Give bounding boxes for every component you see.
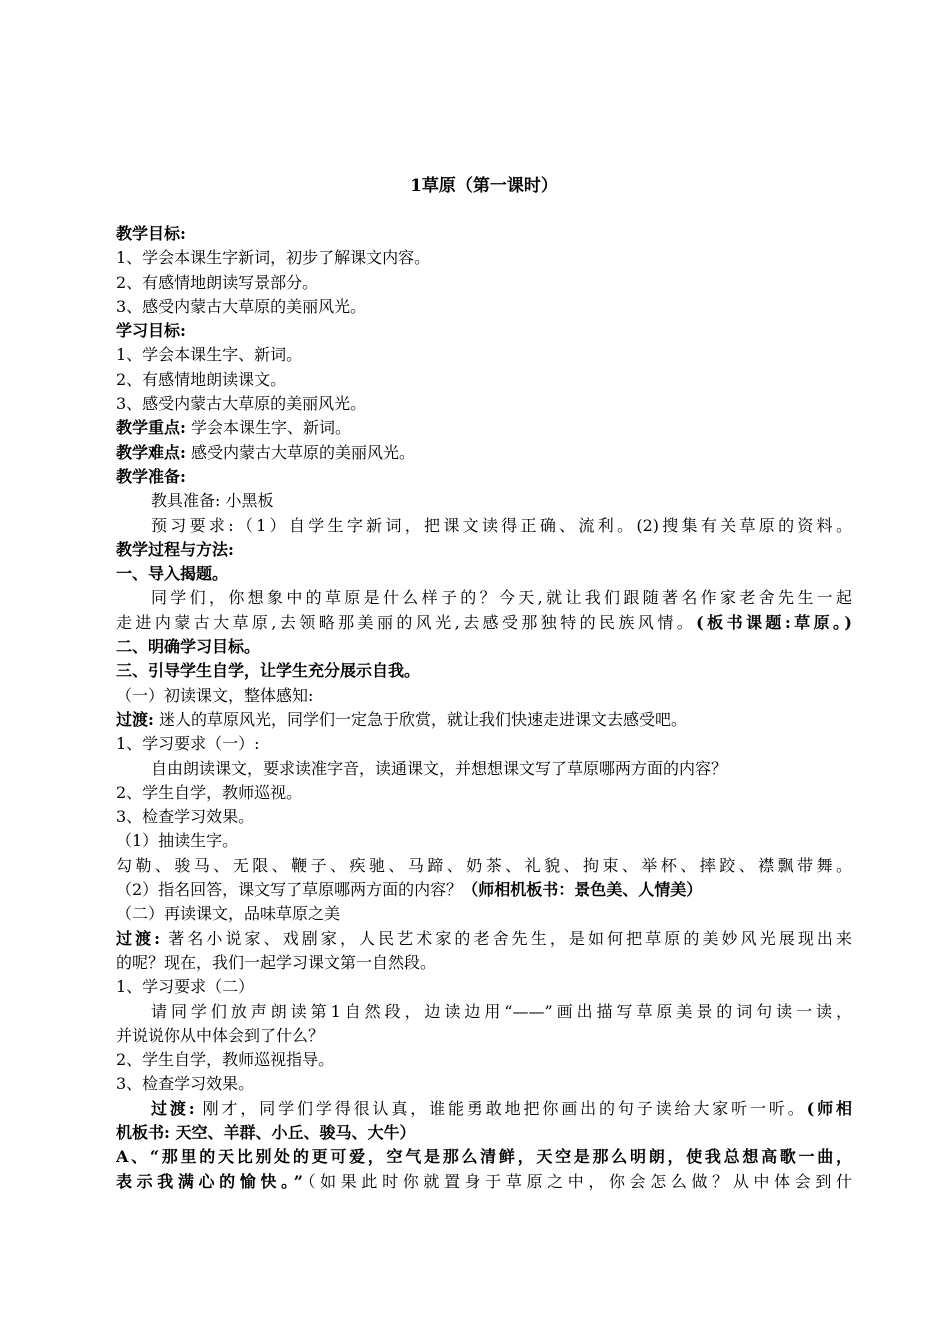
text-line xyxy=(116,1097,852,1121)
text-line xyxy=(116,562,852,586)
bold-text: 教学准备: xyxy=(116,466,186,486)
text-line xyxy=(116,586,852,610)
text-line xyxy=(116,368,852,392)
text-line xyxy=(116,684,852,708)
text-line xyxy=(116,1121,852,1145)
text-run: 学会本课生字、新词。 xyxy=(185,418,352,438)
text-line xyxy=(116,1145,852,1169)
text-run: （二）再读课文，品味草原之美 xyxy=(116,904,341,924)
text-line xyxy=(116,416,852,440)
text-run: 2、学生自学，教师巡视。 xyxy=(116,782,303,802)
text-line xyxy=(116,246,852,270)
text-run: 迷人的草原风光，同学们一定急于欣赏，就让我们快速走进课文去感受吧。 xyxy=(153,709,688,729)
text-run: 的呢？现在，我们一起学习课文第一自然段。 xyxy=(116,952,437,972)
text-run: 3、检查学习效果。 xyxy=(116,807,255,827)
text-run: 2、有感情地朗读写景部分。 xyxy=(116,272,319,292)
text-run: （1）抽读生字。 xyxy=(116,831,239,851)
text-run: 勾勒、骏马、无限、鞭子、疾驰、马蹄、奶茶、礼貌、拘束、举杯、摔跤、襟飘带舞。 xyxy=(116,855,852,875)
text-run: 1、学习要求（一）: xyxy=(116,734,260,754)
text-run: 预习要求:（1）自学生字新词，把课文读得正确、流利。(2)搜集有关草原的资料。 xyxy=(151,515,852,535)
text-run: 刚才，同学们学得很认真，谁能勇敢地把你画出的句子读给大家听一听。 xyxy=(194,1098,807,1118)
text-line xyxy=(116,538,852,562)
bold-text: 过渡: xyxy=(116,709,154,729)
bold-text: 教学过程与方法: xyxy=(116,539,234,559)
bold-text: 教学目标: xyxy=(116,224,186,243)
bold-text: (板书课题:草原。) xyxy=(696,612,852,632)
text-run: 请同学们放声朗读第1自然段，边读边用“——”画出描写草原美景的词句读一读， xyxy=(151,1001,852,1021)
text-line xyxy=(116,975,852,999)
text-line xyxy=(116,441,852,465)
text-line xyxy=(116,222,852,246)
text-line xyxy=(116,1072,852,1096)
text-line xyxy=(116,659,852,683)
text-run: （一）初读课文，整体感知: xyxy=(116,685,314,705)
text-line xyxy=(116,611,852,635)
bold-text: 教学重点: xyxy=(116,418,186,438)
bold-text: 过渡: xyxy=(151,1098,195,1118)
text-run: 3、感受内蒙古大草原的美丽风光。 xyxy=(116,296,367,316)
text-line xyxy=(116,465,852,489)
text-line xyxy=(116,878,852,902)
text-line xyxy=(116,489,852,513)
text-line xyxy=(116,951,852,975)
text-run: 3、检查学习效果。 xyxy=(116,1074,255,1094)
text-line xyxy=(116,1000,852,1024)
bold-text: （师相机板书：景色美、人情美） xyxy=(462,880,703,900)
bold-text: A、“那里的天比别处的更可爱，空气是那么清鲜，天空是那么明朗，使我总想高歌一曲， xyxy=(116,1147,852,1167)
text-run: 3、感受内蒙古大草原的美丽风光。 xyxy=(116,394,367,414)
text-run: 著名小说家、戏剧家，人民艺术家的老舍先生，是如何把草原的美妙风光展现出来 xyxy=(160,928,852,948)
text-line xyxy=(116,1024,852,1048)
text-run: （2）指名回答，课文写了草原哪两方面的内容？ xyxy=(116,880,463,900)
text-run: 同学们，你想象中的草原是什么样子的？今天,就让我们跟随著名作家老舍先生一起 xyxy=(151,588,852,608)
text-line xyxy=(116,854,852,878)
text-run: 并说说你从中体会到了什么？ xyxy=(116,1025,325,1045)
text-run: 走进内蒙古大草原,去领略那美丽的风光,去感受那独特的民族风情。 xyxy=(116,612,697,632)
page-title: 1草原（第一课时） xyxy=(410,176,558,196)
bold-text: 表示我满心的愉快。” xyxy=(116,1171,303,1191)
bold-text: 教学难点: xyxy=(116,442,186,462)
text-line xyxy=(116,757,852,781)
text-run: 1、学会本课生字新词，初步了解课文内容。 xyxy=(116,248,431,268)
text-run: 教具准备: 小黑板 xyxy=(151,491,274,511)
bold-text: 机板书: 天空、羊群、小丘、骏马、大牛） xyxy=(116,1122,416,1142)
text-run: 2、有感情地朗读课文。 xyxy=(116,369,287,389)
text-line xyxy=(116,1170,852,1194)
text-line xyxy=(116,927,852,951)
text-line xyxy=(116,781,852,805)
text-run: 2、学生自学，教师巡视指导。 xyxy=(116,1050,335,1070)
document-body xyxy=(116,222,852,1194)
text-line xyxy=(116,343,852,367)
text-line xyxy=(116,708,852,732)
text-line xyxy=(116,805,852,829)
text-line xyxy=(116,295,852,319)
text-line xyxy=(116,1048,852,1072)
lesson-plan xyxy=(116,174,852,1194)
text-run: 感受内蒙古大草原的美丽风光。 xyxy=(185,442,416,462)
text-run: 自由朗读课文，要求读准字音，读通课文，并想想课文写了草原哪两方面的内容？ xyxy=(151,758,728,778)
text-run: 1、学习要求（二） xyxy=(116,977,255,997)
text-line xyxy=(116,319,852,343)
bold-text: 二、明确学习目标。 xyxy=(116,637,261,657)
text-line xyxy=(116,635,852,659)
bold-text: 学习目标: xyxy=(116,321,186,341)
bold-text: 一、导入揭题。 xyxy=(116,564,229,584)
text-line xyxy=(116,392,852,416)
bold-text: (师相 xyxy=(806,1098,852,1118)
text-line xyxy=(116,902,852,926)
bold-text: 过渡: xyxy=(116,928,161,948)
text-run: 1、学会本课生字、新词。 xyxy=(116,345,303,365)
bold-text: 三、引导学生自学，让学生充分展示自我。 xyxy=(116,661,421,681)
text-line xyxy=(116,829,852,853)
text-line xyxy=(116,271,852,295)
text-line xyxy=(116,732,852,756)
text-line xyxy=(116,514,852,538)
text-run: （如果此时你就置身于草原之中，你会怎么做？从中体会到什 xyxy=(302,1171,852,1191)
